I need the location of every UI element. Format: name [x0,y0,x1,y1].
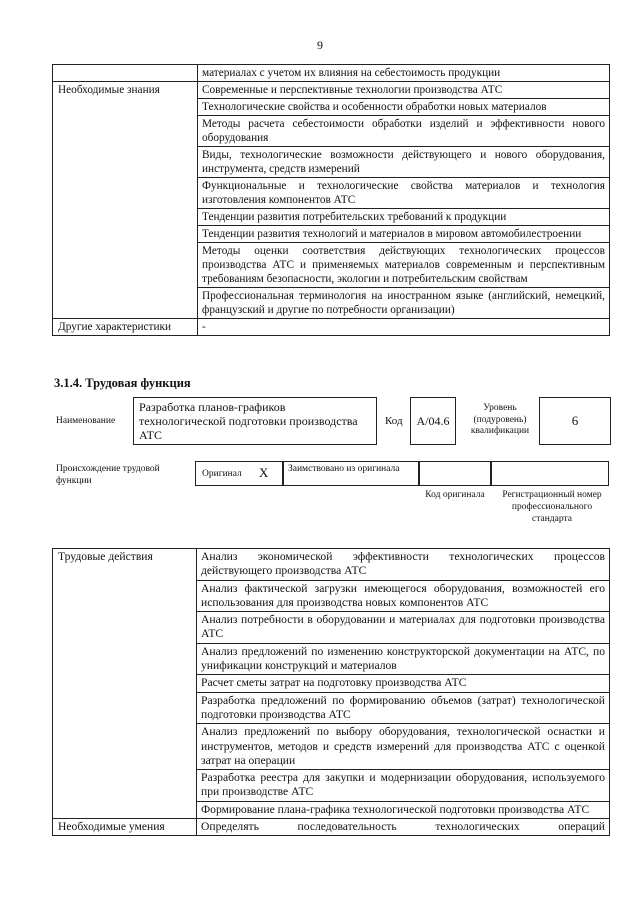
table-cell: Анализ предложений по выбору оборудования, технологической оснастки и инструментов, методов и средств измерений для производства АТС с оценкой затрат на операции [197,724,610,770]
table-cell: Разработка предложений по формированию объемов (затрат) технологической подготовки производства АТС [197,692,610,724]
table-cell: Методы оценки соответствия действующих технологических процессов производства АТС и применяемых материалов современным и перспективным требованиям безопасности, экологии и потребительским свойствам [198,243,610,288]
row-label: Необходимые знания [53,82,198,319]
table-cell: Профессиональная терминология на иностранном языке (английский, немецкий, французский и другие по потребности организации) [198,288,610,319]
original-code-cell [419,461,491,486]
original-label: Оригинал [202,469,242,479]
table-cell: Формирование плана-графика технологической подготовки производства АТС [197,801,610,818]
table-row [53,549,610,581]
page-number: 9 [317,38,323,52]
table-cell: Функциональные и технологические свойства материалов и технология изготовления компонентов АТС [198,178,610,209]
table-cell: Методы расчета себестоимости обработки изделий и эффективности нового оборудования [198,116,610,147]
table-cell: Тенденции развития потребительских требований к продукции [198,209,610,226]
table-row [53,819,610,836]
knowledge-table [52,64,610,336]
section-title: 3.1.4. Трудовая функция [54,376,191,390]
table-cell: - [198,319,610,336]
row-label: Другие характеристики [53,319,198,336]
registration-caption: Регистрационный номер профессионального стандарта [502,490,602,524]
borrowed-cell: Заимствовано из оригинала [283,461,419,486]
original-mark: Х [259,465,269,480]
table-cell: материалах с учетом их влияния на себестоимость продукции [198,65,610,82]
table-cell: Современные и перспективные технологии производства АТС [198,82,610,99]
table-cell: Виды, технологические возможности действующего и нового оборудования, инструмента, средств измерений [198,147,610,178]
table-row [53,82,610,99]
table-cell: Разработка реестра для закупки и модернизации оборудования, используемого при производстве АТС [197,770,610,802]
table-row [53,319,610,336]
row-label [53,65,198,82]
row-label: Необходимые умения [53,819,197,836]
table-row [53,65,610,82]
level-label: Уровень (подуровень) квалификации [470,403,530,436]
origin-label: Происхождение трудовой функции [56,464,160,486]
table-cell: Расчет сметы затрат на подготовку производства АТС [197,675,610,692]
table-cell: Определять последовательность технологических операций [197,819,610,836]
function-name-value: Разработка планов-графиков технологической подготовки производства АТС [133,397,377,445]
table-cell: Анализ экономической эффективности технологических процессов действующего производства АТС [197,549,610,581]
qualification-level-value: 6 [539,397,611,445]
table-cell: Анализ потребности в оборудовании и материалах для подготовки производства АТС [197,612,610,644]
table-cell: Анализ фактической загрузки имеющегося оборудования, возможностей его использования для производства новых компонентов АТС [197,580,610,612]
name-label: Наименование [56,416,116,426]
row-label: Трудовые действия [53,549,197,819]
registration-number-cell [491,461,609,486]
labor-actions-table [52,548,610,836]
function-code-value: А/04.6 [410,397,456,445]
code-label: Код [385,415,403,427]
table-cell: Тенденции развития технологий и материалов в мировом автомобилестроении [198,226,610,243]
table-cell: Анализ предложений по изменению конструкторской документации на АТС, по унификации конструкций и материалов [197,643,610,675]
table-cell: Технологические свойства и особенности обработки новых материалов [198,99,610,116]
origin-table [195,461,609,486]
original-cell [195,461,283,486]
code-caption: Код оригинала [425,490,485,500]
